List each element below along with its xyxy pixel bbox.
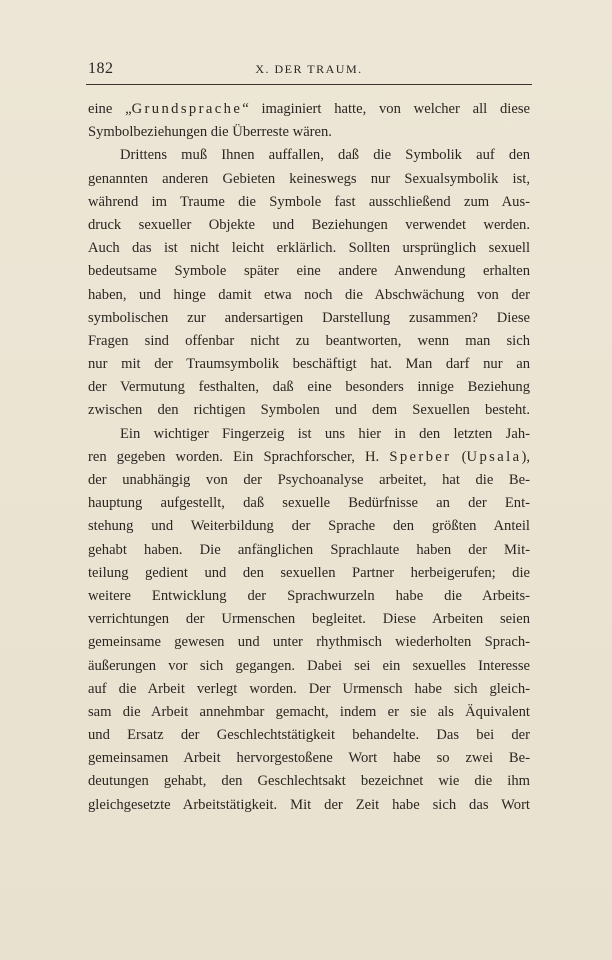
text-line: gehabt haben. Die anfänglichen Sprachlaute haben der Mit-: [88, 541, 530, 558]
text-line: gleichgesetzte Arbeitstätigkeit. Mit der Zeit habe sich das Wort: [88, 796, 530, 813]
text-line: symbolischen zur andersartigen Darstellung zusammen? Diese: [88, 309, 530, 326]
text-line: auf die Arbeit verlegt worden. Der Urmensch habe sich gleich-: [88, 680, 530, 697]
text-line: der Vermutung festhalten, daß eine besonders innige Beziehung: [88, 379, 530, 396]
text-line: teilung gedient und den sexuellen Partner herbeigerufen; die: [88, 564, 530, 581]
text-line: genannten anderen Gebieten keineswegs nur Sexualsymbolik ist,: [88, 170, 530, 187]
header-rule: [86, 84, 532, 85]
text-line: eine „Grundsprache“ imaginiert hatte, von welcher all diese: [88, 101, 530, 117]
text-line: Drittens muß Ihnen auffallen, daß die Symbolik auf den: [120, 147, 530, 164]
text-line: Auch das ist nicht leicht erklärlich. Sollten ursprünglich sexuell: [88, 240, 530, 257]
text-line: gemeinsame gewesen und unter rhythmisch wiederholten Sprach-: [88, 634, 530, 651]
text-line: der unabhängig von der Psychoanalyse arbeitet, hat die Be-: [88, 472, 530, 488]
text-line: hauptung aufgestellt, daß sexuelle Bedürfnisse an der Ent-: [88, 495, 530, 512]
emphasized-term: Upsala: [466, 448, 522, 465]
text-line: während im Traume die Symbole fast ausschließend zum Aus-: [88, 193, 530, 210]
emphasized-term: Sperber: [389, 448, 452, 465]
body-text: [88, 98, 530, 817]
running-head: X. DER TRAUM.: [255, 62, 363, 76]
text-line: äußerungen vor sich gegangen. Dabei sei ein sexuelles Interesse: [88, 657, 530, 674]
text-line: sam die Arbeit annehmbar gemacht, indem er sie als Äquivalent: [88, 703, 530, 720]
text-line: gemeinsamen Arbeit hervorgestoßene Wort habe so zwei Be-: [88, 750, 530, 767]
text-line: Fragen sind offenbar nicht zu beantworten, wenn man sich: [88, 332, 530, 349]
text-line: stehung und Weiterbildung der Sprache den größten Anteil: [88, 518, 530, 535]
text-line: Symbolbeziehungen die Überreste wären.: [88, 124, 332, 141]
text-line: haben, und hinge damit etwa noch die Abschwächung von der: [88, 286, 530, 303]
emphasized-term: Grundsprache: [131, 101, 243, 117]
page-header: [88, 60, 530, 82]
text-line: weitere Entwicklung der Sprachwurzeln habe die Arbeits-: [88, 587, 530, 604]
text-line: zwischen den richtigen Symbolen und dem Sexuellen besteht.: [88, 402, 530, 419]
text-line: verrichtungen der Urmenschen begleitet. Diese Arbeiten seien: [88, 611, 530, 628]
text-line: und Ersatz der Geschlechtstätigkeit behandelte. Das bei der: [88, 727, 530, 744]
text-line: ren gegeben worden. Ein Sprachforscher, H. Sperber (Upsala),: [88, 448, 530, 465]
page-number: 182: [88, 60, 114, 77]
text-line: nur mit der Traumsymbolik beschäftigt hat. Man darf nur an: [88, 356, 530, 373]
text-line: druck sexueller Objekte und Beziehungen verwendet werden.: [88, 216, 530, 233]
text-line: bedeutsame Symbole später eine andere Anwendung erhalten: [88, 263, 530, 280]
text-line: Ein wichtiger Fingerzeig ist uns hier in den letzten Jah-: [120, 425, 530, 442]
text-line: deutungen gehabt, den Geschlechtsakt bezeichnet wie die ihm: [88, 773, 530, 790]
